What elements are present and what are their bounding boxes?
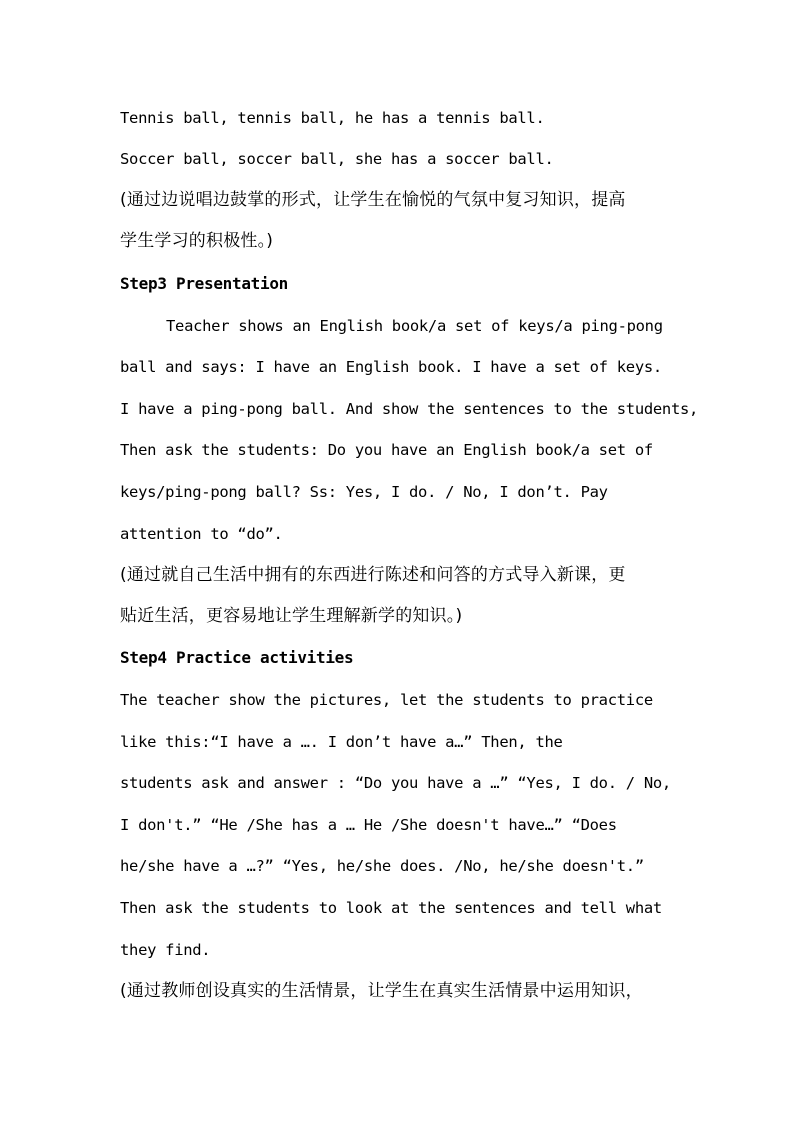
paragraph-line: they find.	[120, 941, 211, 959]
paragraph-line: attention to “do”.	[120, 525, 283, 543]
paragraph-line: keys/ping-pong ball? Ss: Yes, I do. / No, I don’t. Pay	[120, 483, 608, 501]
paragraph-line: I have a ping-pong ball. And show the sentences to the students,	[120, 400, 699, 418]
paragraph-line: he/she have a …?” “Yes, he/she does. /No, he/she doesn't.”	[120, 857, 644, 875]
paragraph-line: Teacher shows an English book/a set of keys/a ping-pong	[166, 317, 663, 335]
note-line: (通过边说唱边鼓掌的形式，让学生在愉悦的气氛中复习知识，提高	[120, 190, 626, 210]
paragraph-line: like this:“I have a …. I don’t have a…” Then, the	[120, 733, 563, 751]
note-line: 学生学习的积极性。)	[120, 231, 274, 251]
chant-line-soccer: Soccer ball, soccer ball, she has a soccer ball.	[120, 150, 554, 168]
chant-line-tennis: Tennis ball, tennis ball, he has a tennis ball.	[120, 109, 545, 127]
note-line: (通过就自己生活中拥有的东西进行陈述和问答的方式导入新课，更	[120, 565, 626, 585]
paragraph-line: The teacher show the pictures, let the students to practice	[120, 691, 653, 709]
paragraph-line: ball and says: I have an English book. I have a set of keys.	[120, 358, 662, 376]
paragraph-line: I don't.” “He /She has a … He /She doesn't have…” “Does	[120, 816, 617, 834]
paragraph-line: Then ask the students: Do you have an English book/a set of	[120, 441, 653, 459]
note-line: 贴近生活，更容易地让学生理解新学的知识。)	[120, 606, 463, 626]
note-line: (通过教师创设真实的生活情景，让学生在真实生活情景中运用知识，	[120, 981, 643, 1001]
paragraph-line: students ask and answer : “Do you have a …” “Yes, I do. / No,	[120, 774, 671, 792]
step4-heading: Step4 Practice activities	[120, 648, 354, 667]
step3-heading: Step3 Presentation	[120, 274, 288, 293]
paragraph-line: Then ask the students to look at the sentences and tell what	[120, 899, 662, 917]
